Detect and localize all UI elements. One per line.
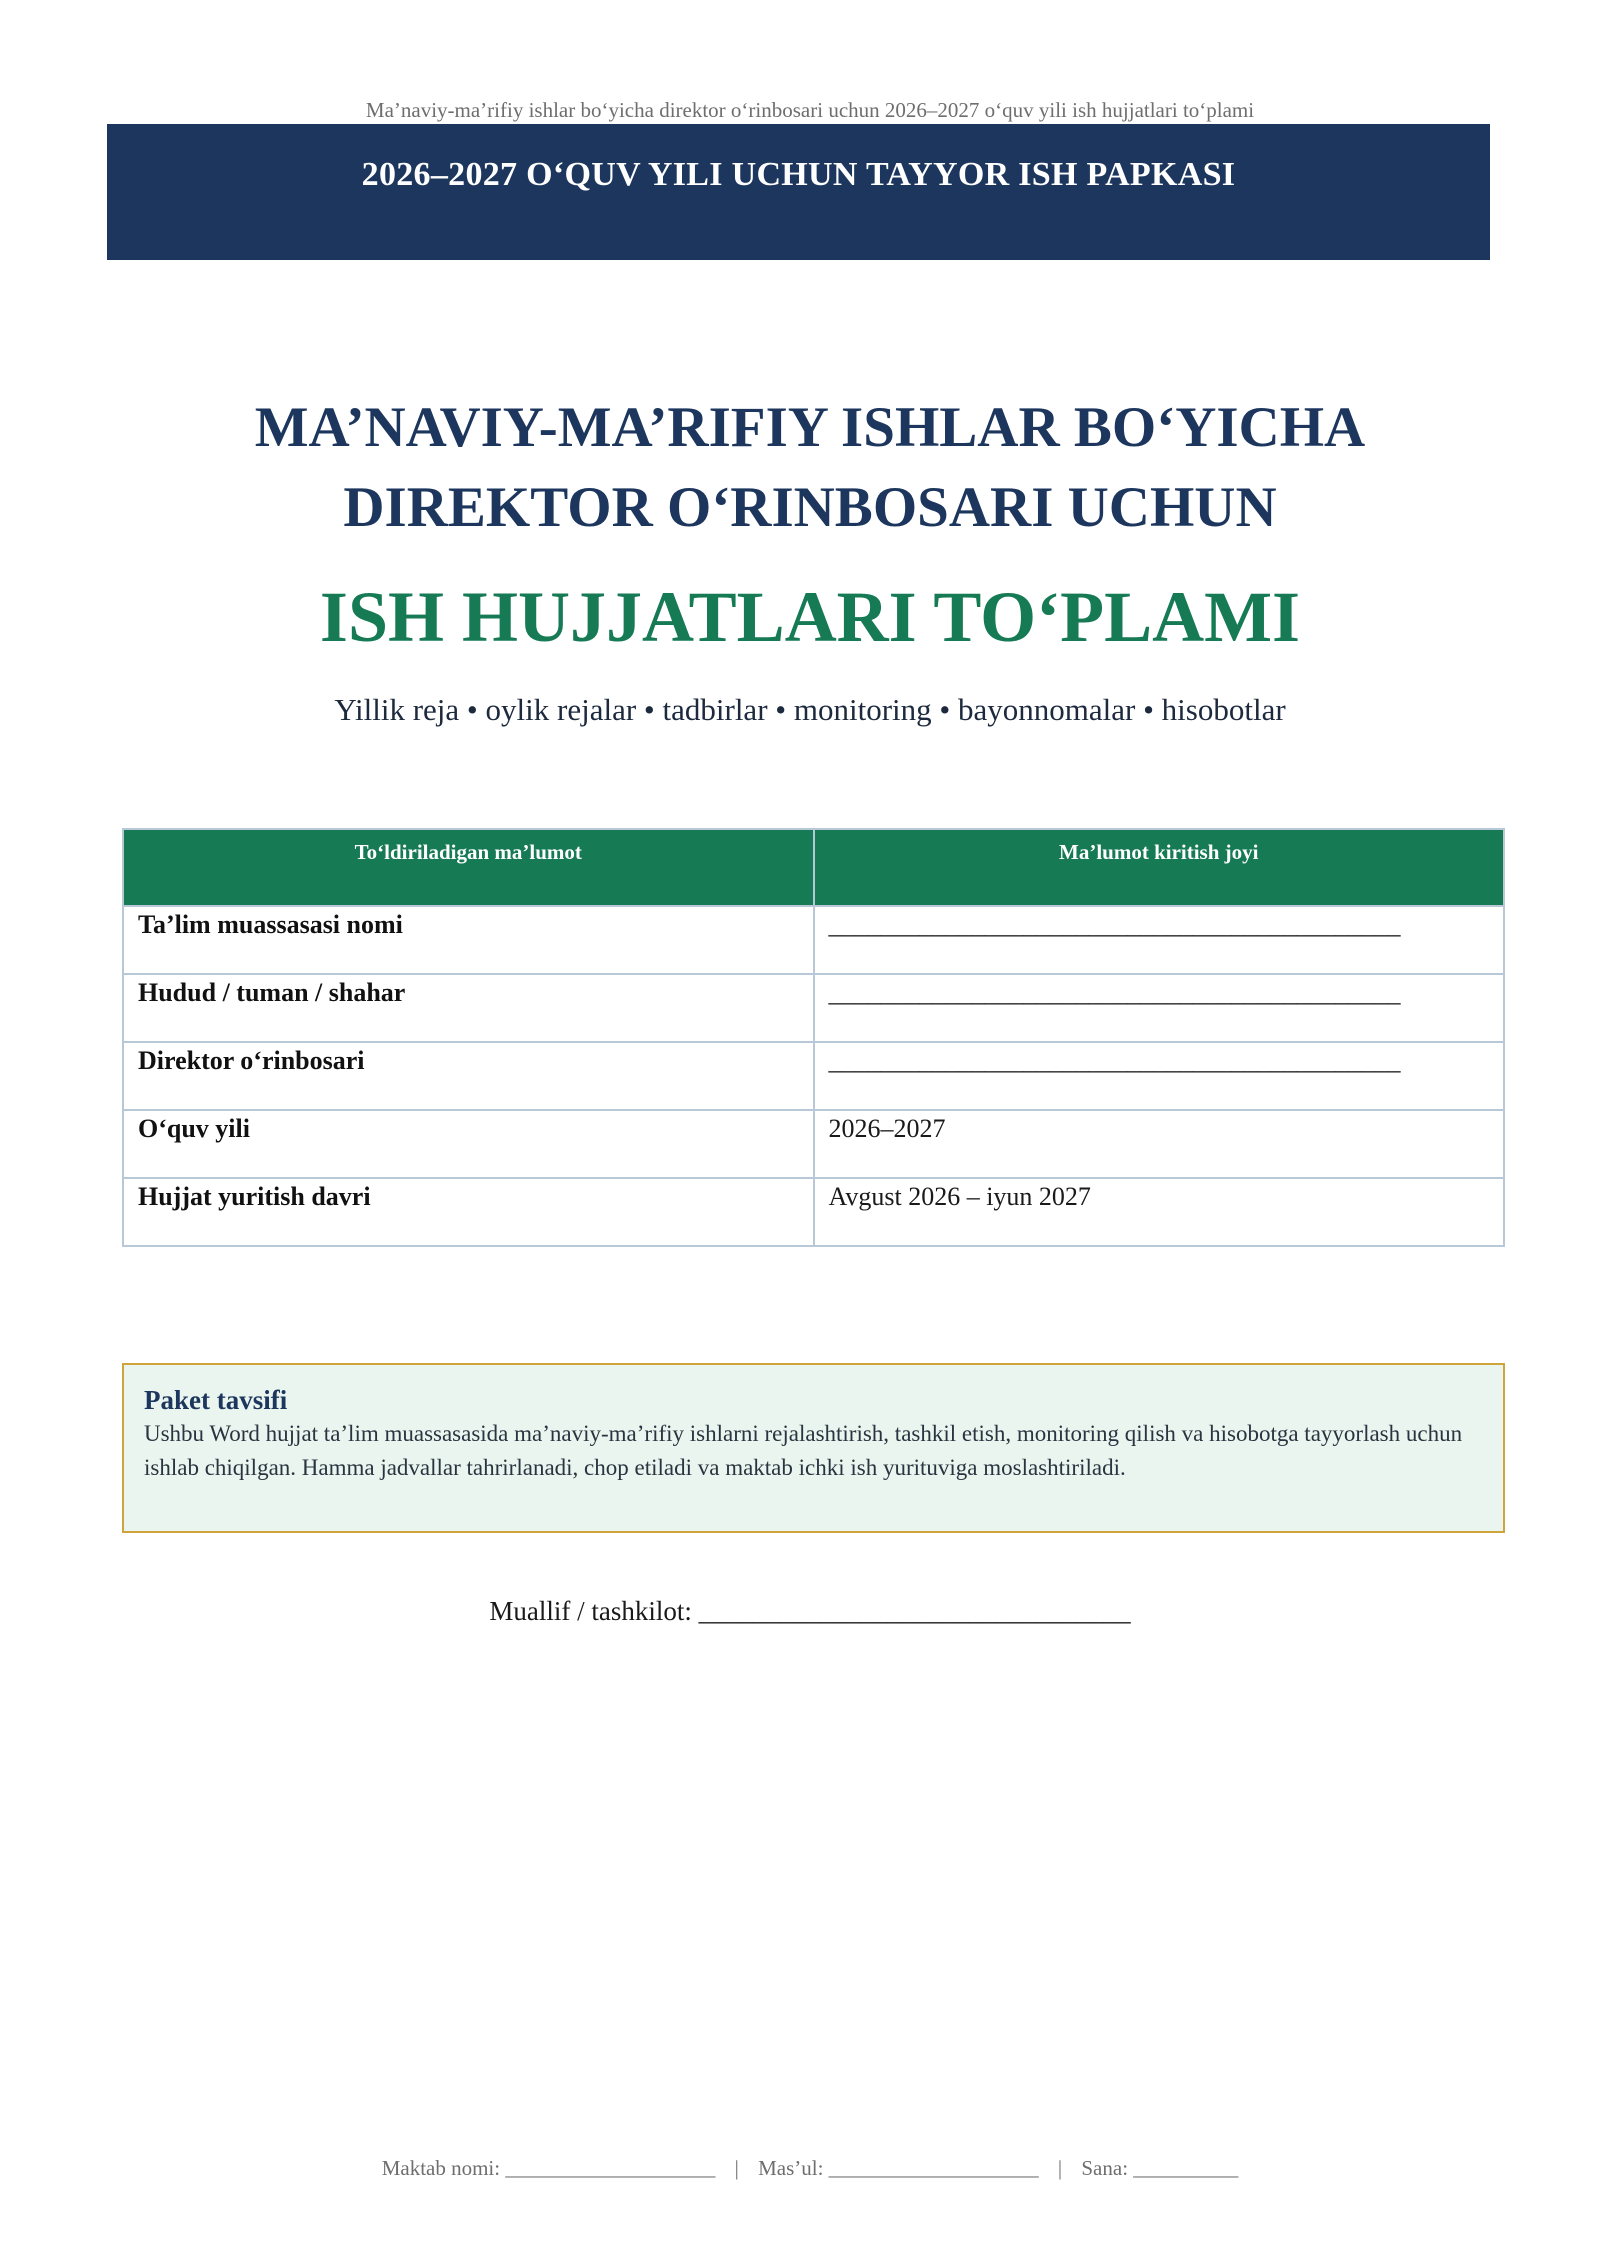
footer-date: Sana: __________ — [1081, 2156, 1239, 2180]
title-line-1: MA’NAVIY-MA’RIFIY ISHLAR BO‘YICHA — [254, 396, 1366, 459]
row-label: Hujjat yuritish davri — [123, 1178, 814, 1246]
document-title — [0, 388, 1600, 548]
top-banner — [107, 124, 1490, 260]
table-row — [123, 974, 1504, 1042]
row-label: Hudud / tuman / shahar — [123, 974, 814, 1042]
document-subtitle: ISH HUJJATLARI TO‘PLAMI — [319, 577, 1301, 657]
row-value-field[interactable]: ____________________________________________ — [814, 974, 1505, 1042]
row-label: O‘quv yili — [123, 1110, 814, 1178]
table-header-row — [123, 829, 1504, 906]
topics-line: Yillik reja • oylik rejalar • tadbirlar • monitoring • bayonnomalar • hisobotlar — [334, 692, 1286, 727]
description-box — [122, 1363, 1505, 1533]
footer-responsible: Mas’ul: ____________________ — [758, 2156, 1039, 2180]
table-row — [123, 1110, 1504, 1178]
table-header-cell: To‘ldiriladigan ma’lumot — [123, 829, 814, 906]
running-header: Ma’naviy-ma’rifiy ishlar bo‘yicha direktor o‘rinbosari uchun 2026–2027 o‘quv yili ish hujjatlari to‘plami — [365, 98, 1255, 122]
info-table — [122, 828, 1505, 1247]
row-value-field[interactable]: ____________________________________________ — [814, 906, 1505, 974]
row-value: Avgust 2026 – iyun 2027 — [814, 1178, 1505, 1246]
footer-separator: | — [734, 2156, 739, 2180]
table-row — [123, 1042, 1504, 1110]
table-row — [123, 1178, 1504, 1246]
table-header-cell: Ma’lumot kiritish joyi — [814, 829, 1505, 906]
description-title: Paket tavsifi — [144, 1385, 288, 1415]
author-line: Muallif / tashkilot: ________________________________ — [489, 1596, 1131, 1626]
table-row — [123, 906, 1504, 974]
row-label: Direktor o‘rinbosari — [123, 1042, 814, 1110]
description-text: Ushbu Word hujjat ta’lim muassasasida ma’naviy-ma’rifiy ishlarni rejalashtirish, tashkil etish, monitoring qilish va hisobotga tayyorlash uchun ishlab chiqilgan. Hamma jadvallar tahrirlanadi, chop etiladi va maktab ichki ish yurituviga moslashtiriladi. — [144, 1421, 1463, 1480]
row-value-field[interactable]: ____________________________________________ — [814, 1042, 1505, 1110]
row-label: Ta’lim muassasasi nomi — [123, 906, 814, 974]
banner-title: 2026–2027 O‘QUV YILI UCHUN TAYYOR ISH PAPKASI — [361, 156, 1236, 193]
page-footer — [0, 2156, 1600, 2181]
footer-school: Maktab nomi: ____________________ — [381, 2156, 716, 2180]
footer-separator: | — [1057, 2156, 1063, 2180]
row-value: 2026–2027 — [814, 1110, 1505, 1178]
title-line-2: DIREKTOR O‘RINBOSARI UCHUN — [343, 476, 1277, 539]
